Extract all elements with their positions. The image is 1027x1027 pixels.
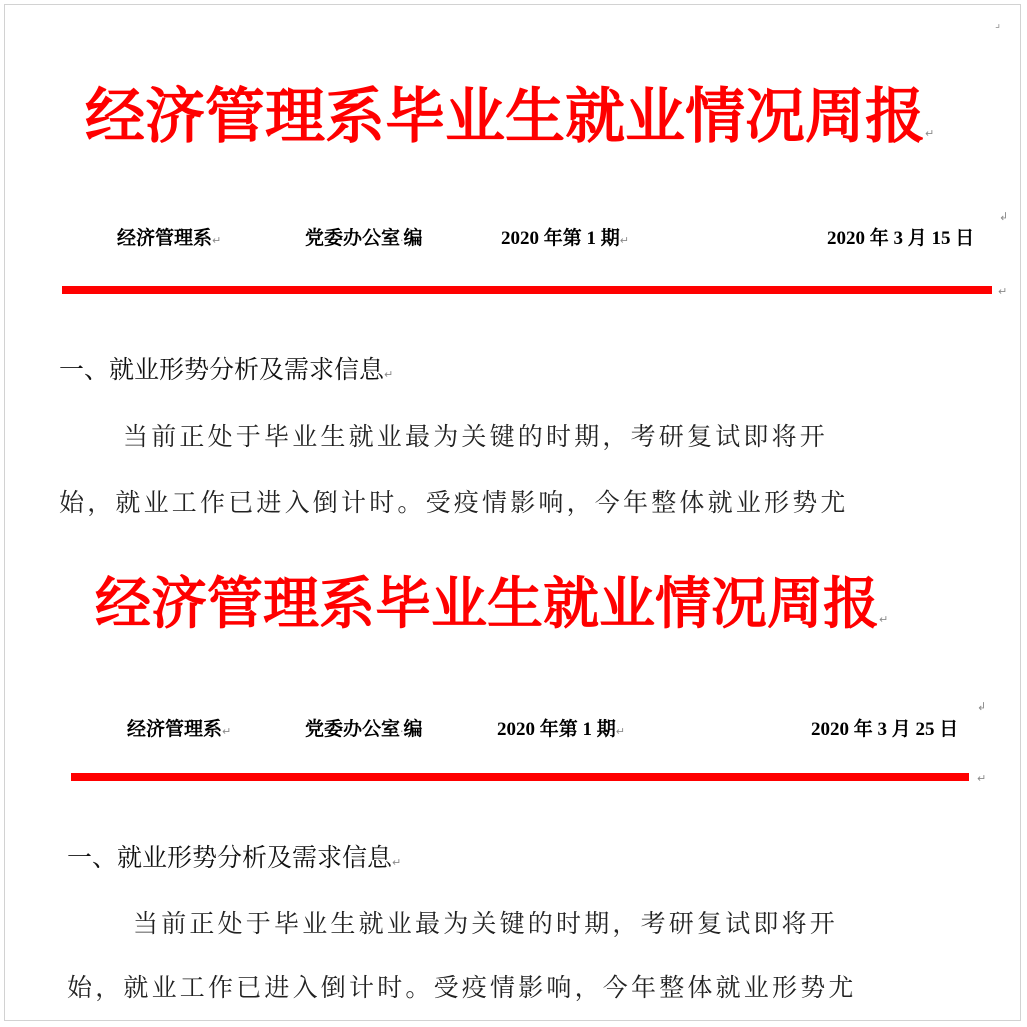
- masthead-title: 经济管理系毕业生就业情况周报↵: [95, 571, 889, 637]
- red-separator-rule: [62, 286, 992, 294]
- para-mark: ↵: [998, 285, 1008, 298]
- section-heading: 一、就业形势分析及需求信息↵: [67, 843, 402, 872]
- masthead-title: 经济管理系毕业生就业情况周报↵: [85, 82, 935, 152]
- para-return-mark: ↲: [977, 700, 987, 713]
- meta-date: 2020 年 3 月 15 日: [827, 228, 975, 249]
- body-line-2: 始，就业工作已进入倒计时。受疫情影响，今年整体就业形势尤: [59, 488, 849, 517]
- body-line-1: 当前正处于毕业生就业最为关键的时期，考研复试即将开: [133, 909, 839, 938]
- meta-editor: 党委办公室·编: [305, 719, 423, 740]
- document-clip-1: [5, 5, 1021, 520]
- document-clip-2: [5, 520, 1021, 1021]
- section-heading: 一、就业形势分析及需求信息↵: [59, 355, 394, 384]
- red-separator-rule: [71, 773, 969, 781]
- para-mark: ↵: [977, 772, 987, 785]
- image-frame: [4, 4, 1021, 1021]
- corner-mark: ⌟: [995, 17, 1001, 30]
- meta-issue: 2020 年第 1 期↵: [501, 228, 629, 249]
- meta-editor: 党委办公室·编: [305, 228, 423, 249]
- meta-department: 经济管理系↵: [117, 228, 222, 249]
- meta-issue: 2020 年第 1 期↵: [497, 719, 625, 740]
- meta-date: 2020 年 3 月 25 日: [811, 719, 959, 740]
- para-return-mark: ↲: [999, 210, 1009, 223]
- body-line-1: 当前正处于毕业生就业最为关键的时期，考研复试即将开: [123, 422, 829, 451]
- meta-department: 经济管理系↵: [127, 719, 232, 740]
- body-line-2: 始，就业工作已进入倒计时。受疫情影响，今年整体就业形势尤: [67, 973, 857, 1002]
